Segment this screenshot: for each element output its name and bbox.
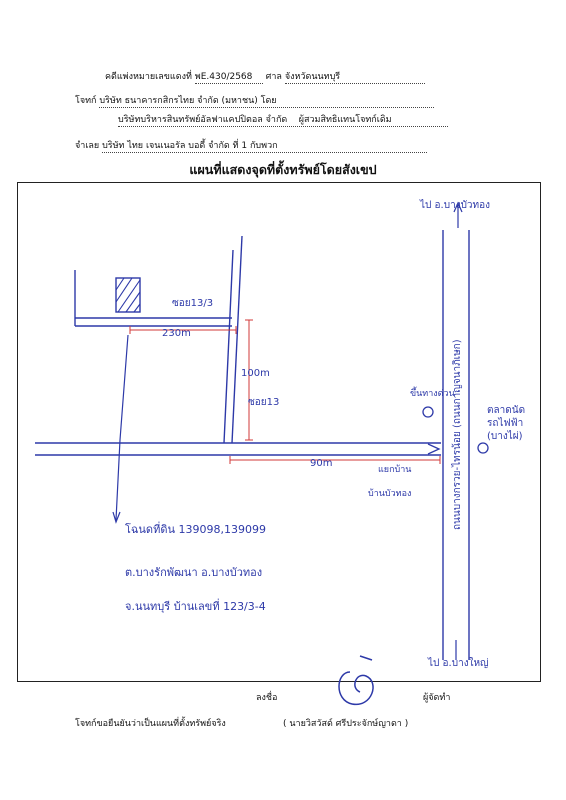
case-number: พE.430/2568 (195, 69, 263, 84)
signature-scribble (339, 656, 373, 704)
soi-13-3-label: ซอย13/3 (172, 298, 214, 309)
plaintiff-note: ผู้สวมสิทธิแทนโจทก์เดิม (298, 115, 392, 125)
defendant-label: จำเลย (75, 141, 100, 151)
side-road-arrow (428, 444, 439, 454)
top-destination: ไป อ.บางบัวทอง (420, 200, 491, 211)
junction-label-1: แยกบ้าน (378, 465, 412, 475)
property-hatch (116, 278, 140, 312)
market-marker (478, 443, 488, 453)
sign-label: ลงชื่อ (256, 693, 278, 703)
plaintiff-label: โจทก์ (75, 96, 97, 106)
distance-90: 90m (310, 458, 333, 469)
map-title: แผนที่แสดงจุดที่ตั้งทรัพย์โดยสังเขป (189, 162, 377, 177)
main-road-name: ถนนบางกรวย-ไทรน้อย (ถนนกาญจนาภิเษก) (452, 339, 463, 530)
expressway-marker (423, 407, 433, 417)
plaintiff-agent: บริษัทบริหารสินทรัพย์อัลฟาแคปปิตอล จำกัด (118, 115, 288, 125)
defendant-name: บริษัท ไทย เจนเนอรัล บอดี้ จำกัด ที่ 1 กับพวก (102, 138, 427, 153)
plaintiff-name: บริษัท ธนาคารกสิกรไทย จำกัด (มหาชน) โดย (99, 93, 434, 108)
deed-numbers: โฉนดที่ดิน 139098,139099 (125, 523, 266, 536)
court-name: จังหวัดนนทบุรี (285, 69, 425, 84)
soi13-left-edge (224, 250, 233, 443)
bottom-destination: ไป อ.บางใหญ่ (428, 658, 489, 669)
province-address-line: จ.นนทบุรี บ้านเลขที่ 123/3-4 (125, 600, 266, 613)
drawer-label: ผู้จัดทำ (423, 693, 451, 703)
distance-100: 100m (241, 368, 270, 379)
certify-text: โจทก์ขอยืนยันว่าเป็นแผนที่ตั้งทรัพย์จริง (75, 719, 226, 729)
location-line: ต.บางรักพัฒนา อ.บางบัวทอง (125, 566, 263, 579)
deed-pointer (116, 335, 128, 520)
expressway-label: ขึ้นทางด่วน (410, 389, 455, 399)
market-label: ตลาดนัดรถไฟฟ้า (บางไผ่) (487, 405, 526, 442)
distance-230: 230m (162, 328, 191, 339)
soi13-right-edge (232, 236, 242, 443)
court-label: ศาล (265, 72, 282, 82)
soi-13-label: ซอย13 (248, 397, 280, 408)
junction-label-2: บ้านบัวทอง (368, 489, 412, 499)
case-label: คดีแพ่งหมายเลขแดงที่ (105, 72, 192, 82)
drawer-name: ( นายวิสวัสด์ ศรีประจักษ์ญาดา ) (283, 719, 409, 729)
